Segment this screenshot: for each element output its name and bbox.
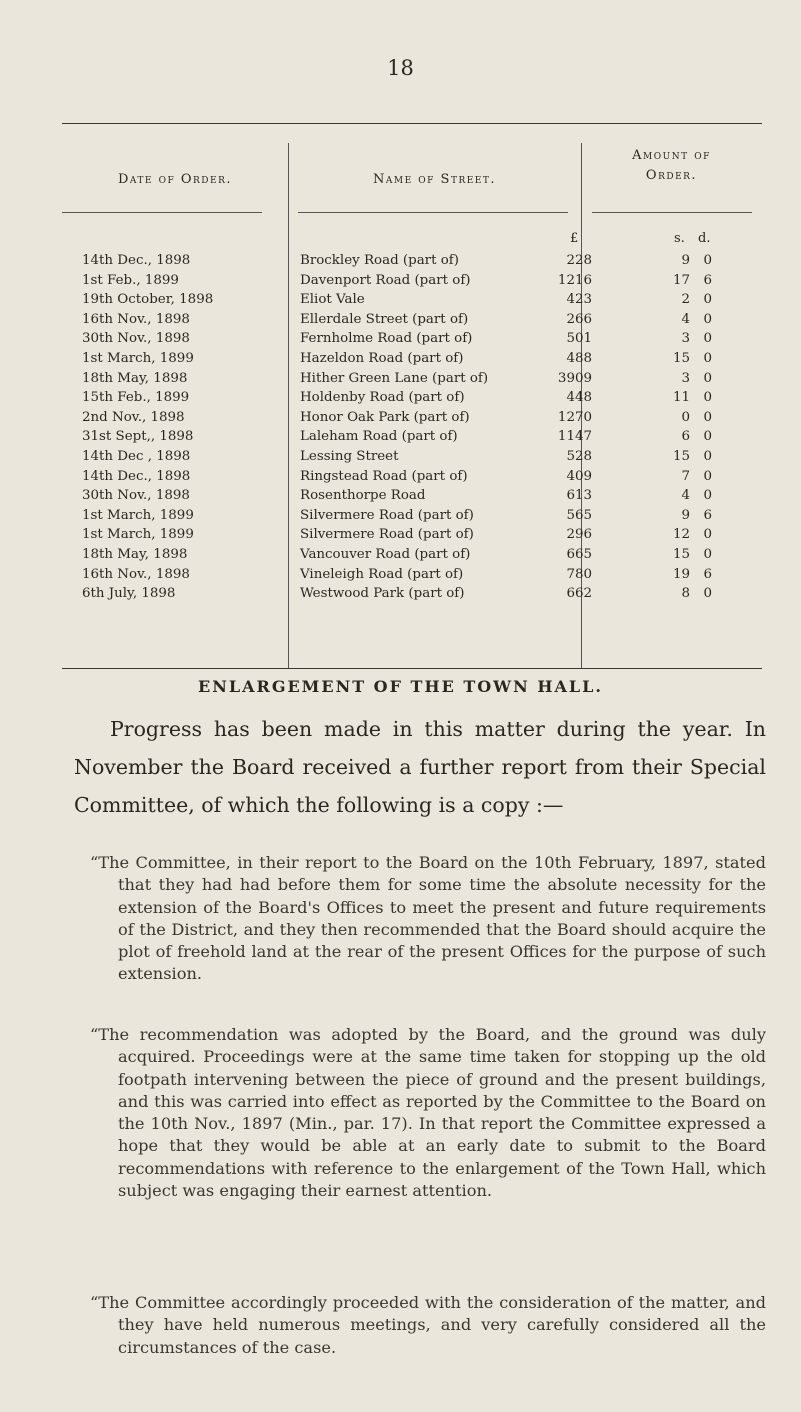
table-row [62, 488, 762, 508]
row-pounds: 448 [566, 390, 592, 406]
table-row [62, 371, 762, 391]
row-pence: 0 [703, 409, 712, 425]
table-row [62, 449, 762, 469]
unit-shillings: s. [674, 231, 685, 246]
row-pounds: 266 [566, 311, 592, 327]
header-street: Name of Street. [372, 172, 496, 187]
row-shillings: 15 [672, 448, 690, 464]
row-date: 14th Dec., 1898 [82, 253, 191, 268]
row-pence: 0 [703, 370, 712, 386]
row-shillings: 4 [681, 311, 690, 327]
row-pounds: 780 [566, 566, 592, 582]
row-pounds: 565 [566, 507, 592, 523]
row-pounds: 409 [566, 468, 592, 484]
row-street: Hazeldon Road (part of) [300, 350, 464, 366]
row-date: 14th Dec , 1898 [82, 448, 191, 464]
row-street: Lessing Street [300, 448, 399, 464]
row-shillings: 19 [672, 566, 690, 582]
row-shillings: 3 [681, 331, 690, 347]
table-body [62, 253, 762, 606]
row-street: Vancouver Road (part of) [300, 546, 471, 562]
row-date: 16th Nov., 1898 [82, 566, 190, 582]
street-orders-table [62, 123, 762, 602]
table-row [62, 508, 762, 528]
row-shillings: 8 [681, 586, 690, 602]
row-date: 18th May, 1898 [82, 546, 188, 562]
row-date: 16th Nov., 1898 [82, 311, 190, 327]
row-pence: 0 [703, 253, 712, 268]
header-date: Date of Order. [117, 172, 233, 187]
table-row [62, 429, 762, 449]
row-shillings: 0 [681, 409, 690, 425]
row-pence: 0 [703, 488, 712, 504]
row-pounds: 423 [566, 292, 592, 308]
row-pence: 0 [703, 468, 712, 484]
row-street: Hither Green Lane (part of) [300, 370, 489, 386]
row-date: 1st March, 1899 [82, 350, 194, 366]
table-row [62, 331, 762, 351]
row-shillings: 11 [672, 390, 690, 406]
table-row [62, 469, 762, 489]
row-pence: 6 [703, 507, 712, 523]
row-pence: 0 [703, 429, 712, 445]
table-row [62, 586, 762, 606]
row-shillings: 15 [672, 546, 690, 562]
table-bottom-rule [62, 668, 762, 669]
row-street: Silvermere Road (part of) [300, 527, 474, 543]
unit-pounds: £ [570, 231, 579, 246]
header-amount: Amount of Order. [632, 148, 711, 183]
row-pence: 0 [703, 586, 712, 602]
section-heading: ENLARGEMENT OF THE TOWN HALL. [198, 677, 603, 696]
row-date: 1st March, 1899 [82, 507, 194, 523]
row-pounds: 1147 [557, 429, 592, 445]
row-street: Vineleigh Road (part of) [300, 566, 464, 582]
row-street: Silvermere Road (part of) [300, 507, 474, 523]
row-street: Holdenby Road (part of) [300, 390, 465, 406]
row-shillings: 6 [681, 429, 690, 445]
row-date: 14th Dec., 1898 [82, 468, 191, 484]
table-row [62, 567, 762, 587]
row-pence: 0 [703, 292, 712, 308]
table-row [62, 273, 762, 293]
row-shillings: 3 [681, 370, 690, 386]
row-pence: 6 [703, 566, 712, 582]
row-pounds: 501 [566, 331, 592, 347]
row-date: 18th May, 1898 [82, 370, 188, 386]
row-street: Eliot Vale [300, 292, 365, 308]
row-date: 15th Feb., 1899 [82, 390, 190, 406]
row-pounds: 488 [566, 350, 592, 366]
row-shillings: 17 [672, 272, 690, 288]
row-date: 1st Feb., 1899 [82, 272, 179, 288]
row-street: Rosenthorpe Road [300, 488, 426, 504]
row-pence: 0 [703, 311, 712, 327]
row-date: 30th Nov., 1898 [82, 488, 190, 504]
row-street: Honor Oak Park (part of) [300, 409, 470, 425]
row-pounds: 613 [566, 488, 592, 504]
row-date: 2nd Nov., 1898 [82, 409, 185, 425]
row-pounds: 1216 [557, 272, 592, 288]
row-street: Ellerdale Street (part of) [300, 311, 469, 327]
row-street: Davenport Road (part of) [300, 272, 471, 288]
intro-paragraph: Progress has been made in this matter during the year. In November the Board received a further report from their Special Committee, of which the following is a copy :— [74, 717, 766, 817]
row-pence: 0 [703, 350, 712, 366]
header-underline [62, 212, 262, 213]
table-row [62, 410, 762, 430]
row-pence: 0 [703, 527, 712, 543]
table-row [62, 312, 762, 332]
row-pounds: 296 [566, 527, 592, 543]
table-row [62, 292, 762, 312]
row-shillings: 9 [681, 507, 690, 523]
row-date: 31st Sept,, 1898 [82, 429, 194, 445]
header-underline [592, 212, 752, 213]
table-header [62, 124, 762, 212]
row-date: 1st March, 1899 [82, 527, 194, 543]
row-street: Westwood Park (part of) [300, 586, 465, 602]
row-shillings: 12 [672, 527, 690, 543]
row-street: Ringstead Road (part of) [300, 468, 468, 484]
row-pounds: 228 [566, 253, 592, 268]
page-number: 18 [387, 56, 414, 80]
table-row [62, 547, 762, 567]
row-pounds: 1270 [557, 409, 592, 425]
row-street: Fernholme Road (part of) [300, 331, 473, 347]
row-pounds: 3909 [557, 370, 592, 386]
row-pence: 0 [703, 390, 712, 406]
row-shillings: 4 [681, 488, 690, 504]
table-row [62, 351, 762, 371]
unit-pence: d. [698, 231, 711, 246]
row-pence: 0 [703, 331, 712, 347]
row-date: 30th Nov., 1898 [82, 331, 190, 347]
quote-paragraph: “The recommendation was adopted by the Board, and the ground was duly acquired. Proceedings were at the same time taken for stopping up the old footpath intervening between the piece of ground and the present buildings, and this was carried into effect as reported by the Committee to the Board on the 10th Nov., 1897 (Min., par. 17). In that report the Committee expressed a hope that they would be able at an early date to submit to the Board recommendations with reference to the enlargement of the Town Hall, which subject was engaging their earnest attention. [90, 1025, 766, 1201]
table-row [62, 253, 762, 273]
row-pounds: 662 [566, 586, 592, 602]
row-street: Laleham Road (part of) [300, 429, 458, 445]
row-street: Brockley Road (part of) [300, 253, 459, 268]
table-row [62, 527, 762, 547]
quote-paragraph: “The Committee accordingly proceeded with the consideration of the matter, and they have held numerous meetings, and very carefully considered all the circumstances of the case. [90, 1293, 766, 1357]
row-shillings: 15 [672, 350, 690, 366]
row-pence: 6 [703, 272, 712, 288]
row-pence: 0 [703, 546, 712, 562]
quote-paragraph: “The Committee, in their report to the Board on the 10th February, 1897, stated that they had had before them for some time the absolute necessity for the extension of the Board's Offices to meet the present and future requirements of the District, and they then recommended that the Board should acquire the plot of freehold land at the rear of the present Offices for the purpose of such extension. [90, 853, 766, 984]
row-pounds: 528 [566, 448, 592, 464]
header-underline [298, 212, 568, 213]
row-date: 19th October, 1898 [82, 292, 214, 308]
row-pence: 0 [703, 448, 712, 464]
table-row [62, 390, 762, 410]
row-shillings: 9 [681, 253, 690, 268]
row-shillings: 7 [681, 468, 690, 484]
row-date: 6th July, 1898 [82, 586, 176, 602]
section-intro [74, 710, 766, 824]
row-pounds: 665 [566, 546, 592, 562]
row-shillings: 2 [681, 292, 690, 308]
